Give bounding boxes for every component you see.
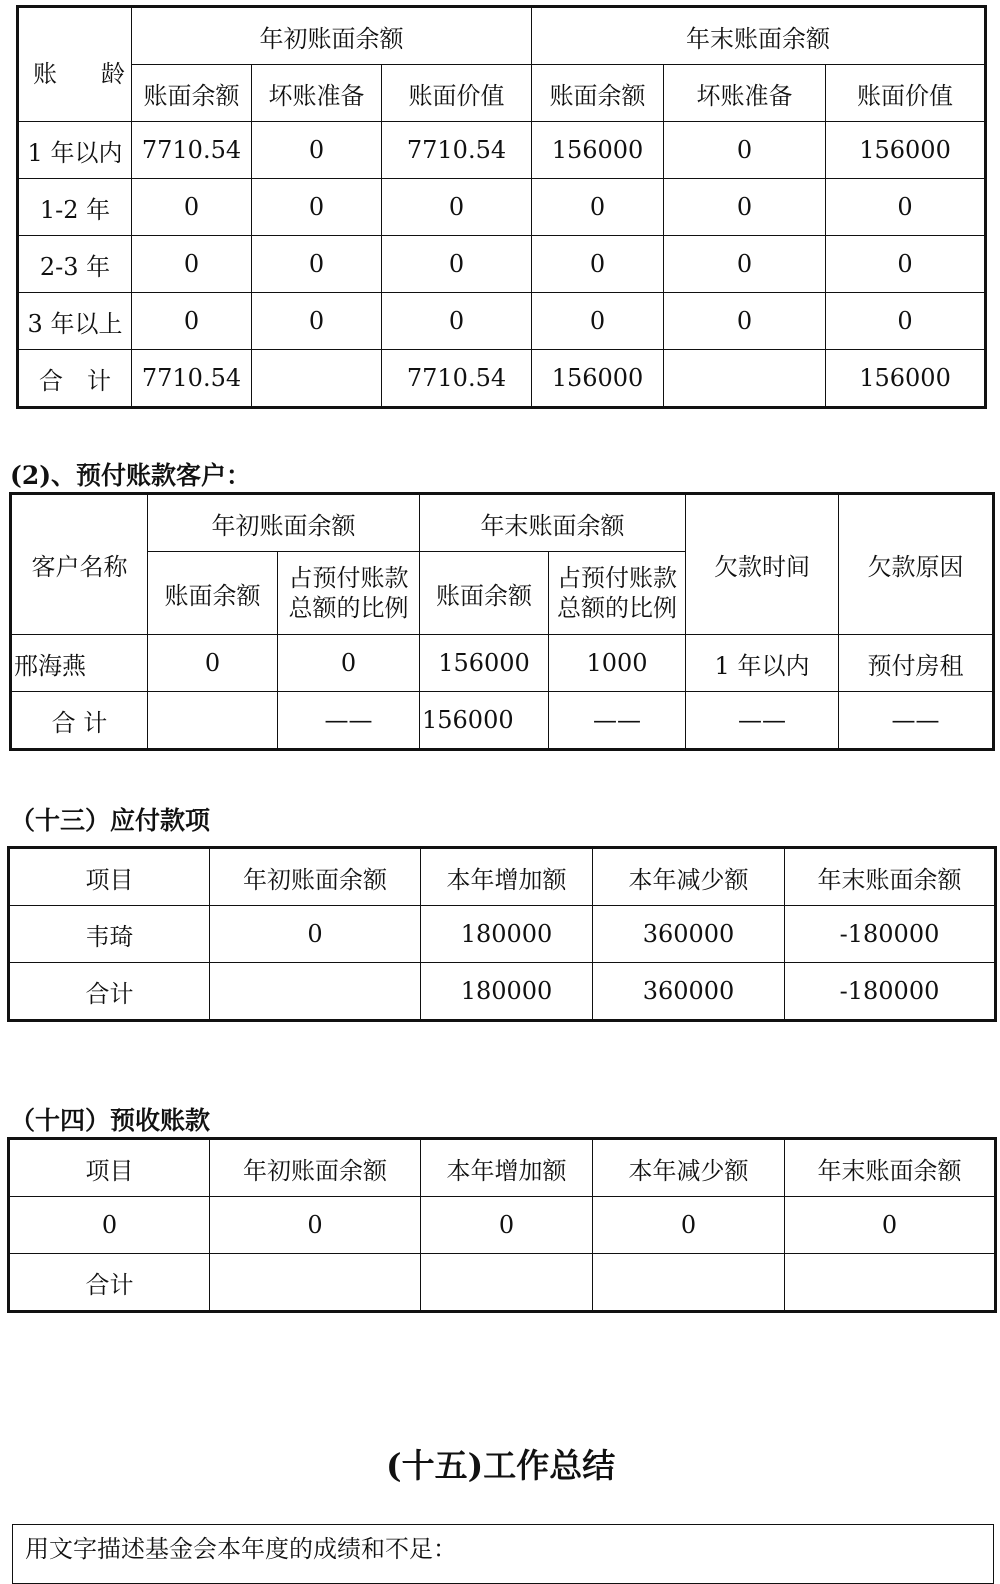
table-row-total [9, 963, 996, 1021]
sub-header: 账面余额 [532, 65, 664, 122]
table-row [9, 1197, 996, 1254]
sub-header: 坏账准备 [252, 65, 382, 122]
table-cell: 0 [532, 179, 664, 236]
table-header: 本年增加额 [421, 848, 593, 906]
table-row-total [11, 692, 994, 750]
table-row [9, 906, 996, 963]
table-cell: 0 [826, 236, 986, 293]
table-cell: 156000 [532, 122, 664, 179]
table-cell: 156000 [826, 122, 986, 179]
table-cell: 360000 [593, 963, 785, 1021]
table-header: 本年减少额 [593, 1139, 785, 1197]
sub-header: 账面余额 [148, 552, 278, 635]
table-header: 年末账面余额 [785, 848, 996, 906]
table-cell: 0 [9, 1197, 210, 1254]
sub-header: 账面余额 [132, 65, 252, 122]
table-row [18, 179, 986, 236]
table-cell: 0 [252, 122, 382, 179]
row-label: 1-2 年 [18, 179, 132, 236]
group-end-header: 年末账面余额 [420, 494, 686, 552]
table-cell: 0 [252, 179, 382, 236]
row-label: 2-3 年 [18, 236, 132, 293]
age-header [18, 7, 132, 122]
table-cell: 0 [593, 1197, 785, 1254]
table-cell: 0 [132, 179, 252, 236]
advance-receipts-table [7, 1137, 997, 1313]
customer-name: 邢海燕 [11, 635, 148, 692]
table-cell: 0 [532, 293, 664, 350]
table-cell: 0 [252, 236, 382, 293]
summary-prompt: 用文字描述基金会本年度的成绩和不足： [25, 1535, 457, 1563]
sub-header: 账面价值 [826, 65, 986, 122]
age-header-char-1: 账 [33, 60, 57, 88]
row-label: 合 计 [11, 692, 148, 750]
table-row-total [9, 1254, 996, 1312]
table-header: 项目 [9, 1139, 210, 1197]
table-cell [252, 350, 382, 408]
payables-table [7, 846, 997, 1022]
table-cell: 0 [132, 293, 252, 350]
sub-header: 坏账准备 [664, 65, 826, 122]
table-row [18, 293, 986, 350]
table-cell: —— [278, 692, 420, 750]
table-header: 年初账面余额 [210, 848, 421, 906]
table-cell: —— [686, 692, 839, 750]
table-cell: 0 [826, 179, 986, 236]
group-begin-header: 年初账面余额 [148, 494, 420, 552]
table-cell: 预付房租 [839, 635, 994, 692]
sub-header: 账面价值 [382, 65, 532, 122]
table-cell: 156000 [420, 635, 549, 692]
customer-name-header: 客户名称 [11, 494, 148, 635]
table-cell: 180000 [421, 906, 593, 963]
table-cell: —— [839, 692, 994, 750]
sub-header: 账面余额 [420, 552, 549, 635]
table-header: 本年减少额 [593, 848, 785, 906]
table-cell [421, 1254, 593, 1312]
table-row [18, 236, 986, 293]
table-cell: -180000 [785, 963, 996, 1021]
table-cell: 0 [210, 906, 421, 963]
summary-section-title: (十五)工作总结 [386, 1446, 616, 1485]
table-header: 本年增加额 [421, 1139, 593, 1197]
table-cell: 0 [826, 293, 986, 350]
sub-header: 占预付账款总额的比例 [549, 552, 686, 635]
table-cell: 韦琦 [9, 906, 210, 963]
table-cell: 0 [278, 635, 420, 692]
table-cell: 180000 [421, 963, 593, 1021]
table-cell: 合计 [9, 1254, 210, 1312]
table-cell: 0 [252, 293, 382, 350]
table-cell: 0 [664, 122, 826, 179]
aging-table [16, 5, 987, 409]
row-label: 3 年以上 [18, 293, 132, 350]
table-cell: -180000 [785, 906, 996, 963]
table-row [11, 635, 994, 692]
table-cell: 1000 [549, 635, 686, 692]
row-label: 合 计 [18, 350, 132, 408]
table-cell: 0 [664, 179, 826, 236]
table-cell: 0 [421, 1197, 593, 1254]
table-cell [664, 350, 826, 408]
table-cell [210, 963, 421, 1021]
table-cell: 156000 [420, 692, 549, 750]
table-header: 年末账面余额 [785, 1139, 996, 1197]
table-cell: —— [549, 692, 686, 750]
debt-reason-header: 欠款原因 [839, 494, 994, 635]
table-cell: 0 [785, 1197, 996, 1254]
table-cell [785, 1254, 996, 1312]
prepaid-section-title: (2)、预付账款客户： [10, 461, 252, 490]
table-cell: 7710.54 [382, 350, 532, 408]
table-cell: 0 [382, 293, 532, 350]
debt-time-header: 欠款时间 [686, 494, 839, 635]
table-cell [210, 1254, 421, 1312]
prepaid-table [9, 492, 995, 751]
table-cell [593, 1254, 785, 1312]
table-cell [148, 692, 278, 750]
payables-section-title: （十三）应付款项 [10, 806, 211, 835]
table-cell: 0 [382, 236, 532, 293]
summary-text-box [12, 1524, 994, 1584]
table-cell: 156000 [826, 350, 986, 408]
table-cell: 360000 [593, 906, 785, 963]
table-cell: 0 [664, 293, 826, 350]
table-cell: 7710.54 [132, 122, 252, 179]
table-cell: 1 年以内 [686, 635, 839, 692]
table-cell: 0 [382, 179, 532, 236]
table-header: 项目 [9, 848, 210, 906]
table-cell: 合计 [9, 963, 210, 1021]
group-begin-header: 年初账面余额 [132, 7, 532, 65]
table-cell: 0 [532, 236, 664, 293]
table-cell: 0 [210, 1197, 421, 1254]
row-label: 1 年以内 [18, 122, 132, 179]
sub-header: 占预付账款总额的比例 [278, 552, 420, 635]
table-row [18, 122, 986, 179]
table-cell: 7710.54 [382, 122, 532, 179]
age-header-char-2: 龄 [101, 60, 125, 88]
table-cell: 156000 [532, 350, 664, 408]
table-cell: 0 [148, 635, 278, 692]
table-header: 年初账面余额 [210, 1139, 421, 1197]
table-cell: 0 [664, 236, 826, 293]
group-end-header: 年末账面余额 [532, 7, 986, 65]
advance-receipts-section-title: （十四）预收账款 [10, 1106, 211, 1135]
table-row-total [18, 350, 986, 408]
table-cell: 0 [132, 236, 252, 293]
table-cell: 7710.54 [132, 350, 252, 408]
